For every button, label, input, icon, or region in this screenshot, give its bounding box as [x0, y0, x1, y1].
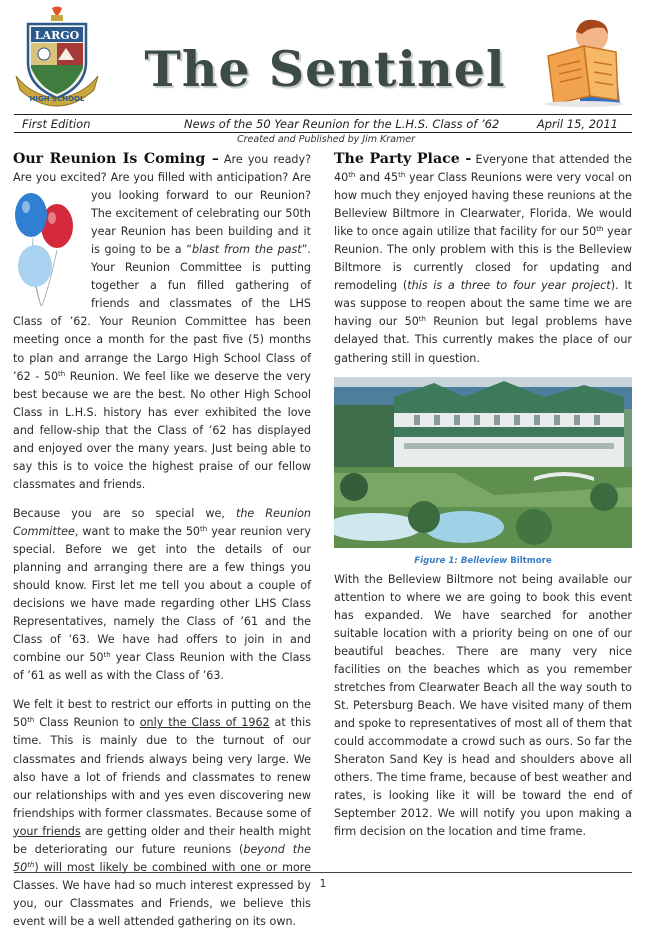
caption-emphasis: Belleview: [460, 555, 508, 566]
superscript: th: [200, 524, 208, 533]
article-reunion-p2: [13, 505, 311, 685]
rp1-text-a: Everyone that attended the 40: [334, 153, 632, 185]
p2-text-d: year Class Reunion with the Class of ’61 as well as with the Class of ’63.: [13, 651, 312, 683]
credit-line: [0, 134, 646, 145]
balloons-icon: [11, 190, 85, 308]
right-column: [334, 150, 632, 852]
school-crest-logo: [14, 6, 100, 110]
superscript: th: [58, 369, 66, 378]
page-number: 1: [319, 877, 327, 890]
newsletter-title: The Sentinel: [144, 40, 506, 98]
superscript: th: [596, 225, 604, 234]
tagline: News of the 50 Year Reunion for the L.H.S. Class of ’62: [184, 117, 500, 131]
superscript: th: [348, 171, 356, 180]
article-reunion-p3: [13, 696, 311, 931]
p1-text-a-line2: you excited? Are you filled with anticipation? Are: [35, 171, 312, 185]
superscript: th: [103, 651, 111, 660]
svg-text:LARGO: LARGO: [34, 29, 80, 42]
newspaper-reader-icon: [540, 16, 630, 108]
p1-text-a-line1: Are you ready? Are: [13, 153, 311, 185]
p2-text-c: year reunion very special. Before we get into the details of our planning and arranging there are a few things you should know. First let me tell you about a couple of decisions we have made regarding other LHS Class Representatives, namely the Class of ’61 and the Class of ’63. We have had offers to join in and combine our 50: [13, 524, 311, 665]
p3-text-a: We felt it best to restrict our efforts in putting on the 50: [13, 698, 311, 730]
credit-text: Created and Published by Jim Kramer: [237, 134, 415, 145]
photo-caption: [334, 554, 632, 568]
article-party-place-p2: With the Belleview Biltmore not being available our attention to where we are going to book this event has expanded. We have searched for another suitable location with a priority being on one of our beautiful beaches. There are many very nice facilities on the beaches which as you remember stretches from Clearwater Beach all the way south to St. Petersburg Beach. We have visited many of them and spoke to representatives of most all of them that could accommodate a crowd such as ours. So far the Sheraton Sand Key is head and shoulders above all others. The time frame, because of best weather and rates, is looking like it will be toward the end of September 2012. We will notify you upon making a firm decision on the location and time frame.: [334, 572, 632, 839]
rp1-text-f: Reunion but legal problems have delayed that. This currently makes the place of our gathering still in question.: [334, 315, 632, 365]
underlined-text: only the Class of 1962: [139, 716, 270, 730]
p3-text-d: are getting older and their health might be deteriorating our future reunions (: [13, 824, 311, 856]
superscript: th: [398, 171, 406, 180]
article-reunion-p1: [13, 150, 311, 494]
emphasis-text: beyond the 50: [13, 842, 311, 874]
p2-emphasis: the Reunion Committee: [13, 506, 311, 538]
caption-text: Biltmore: [507, 555, 552, 566]
superscript: th: [418, 315, 426, 324]
svg-text:HIGH SCHOOL: HIGH SCHOOL: [29, 95, 85, 103]
p1-text-a: [13, 153, 311, 256]
masthead-rule-bottom: [14, 132, 632, 133]
issue-date: April 15, 2011: [536, 117, 618, 131]
p3-text-e: ) will most likely be combined with one or more Classes. We have had so much interest expressed by you, our Classmates and Friends, we believe this event will be a well attended gathering on its own.: [13, 860, 311, 928]
rp1-text-d: year Reunion. The only problem with this is the Belleview Biltmore is currently closed for updating and remodeling (: [334, 225, 632, 293]
rp1-emphasis: this is a three to four year project: [407, 279, 611, 293]
p2-text-b: , want to make the 50: [74, 524, 201, 538]
article-party-place-p1: [334, 150, 632, 368]
p1-text-a-rest: you looking forward to our Reunion? The excitement of celebrating our 50th year Reunion has been building and it is going to be a “: [91, 189, 311, 257]
p1-text-c: Reunion. We feel like we deserve the very best because we are the best. No other High School Class in L.H.S. history has ever exhibited the love and fellow-ship that the Class of ’62 has displayed and enjoyed over the many years. Just being able to say this is to voice the highest praise of our fellow classmates and friends.: [13, 369, 311, 491]
p1-emphasis: blast from the past: [192, 243, 302, 257]
p2-text-a: Because you are so special we,: [13, 506, 236, 520]
p1-text-b: ”. Your Reunion Committee is putting together a fun filled gathering of friends and classmates of the LHS Class of ’62. Your Reunion Committee has been meeting once a month for the past five (5) months to plan and arrange the Largo High School Class of ’62 - 50: [13, 243, 311, 383]
superscript: th: [27, 860, 35, 869]
footer-rule: [14, 872, 632, 873]
edition-label: First Edition: [22, 117, 91, 131]
rp1-text-b: and 45: [355, 171, 399, 185]
superscript: th: [27, 716, 35, 725]
rp1-text-c: year Class Reunions were very vocal on how much they enjoyed having these reunions at the Belleview Biltmore in Clearwater, Florida. We would like to once again utilize that facility for our 50: [334, 171, 632, 239]
caption-label: Figure 1:: [414, 555, 461, 566]
rp1-text-e: ). It was suppose to reopen about the same time we are having our 50: [334, 279, 632, 329]
p3-text-c: at this time. This is mainly due to the turnout of our classmates and friends always being very large. We also have a lot of friends and classmates to renew our relationships with and yes even discovering new friendships with former classmates. Because some of: [13, 716, 311, 820]
masthead: [0, 0, 646, 118]
article-heading-reunion-coming: Our Reunion Is Coming –: [13, 151, 219, 167]
article-heading-party-place: The Party Place -: [334, 151, 472, 167]
underlined-text: your friends: [13, 824, 81, 838]
belleview-biltmore-photo: [334, 377, 632, 548]
p3-text-b: Class Reunion to: [34, 716, 140, 730]
masthead-rule-top: [14, 114, 632, 115]
left-column-body: [13, 150, 311, 942]
